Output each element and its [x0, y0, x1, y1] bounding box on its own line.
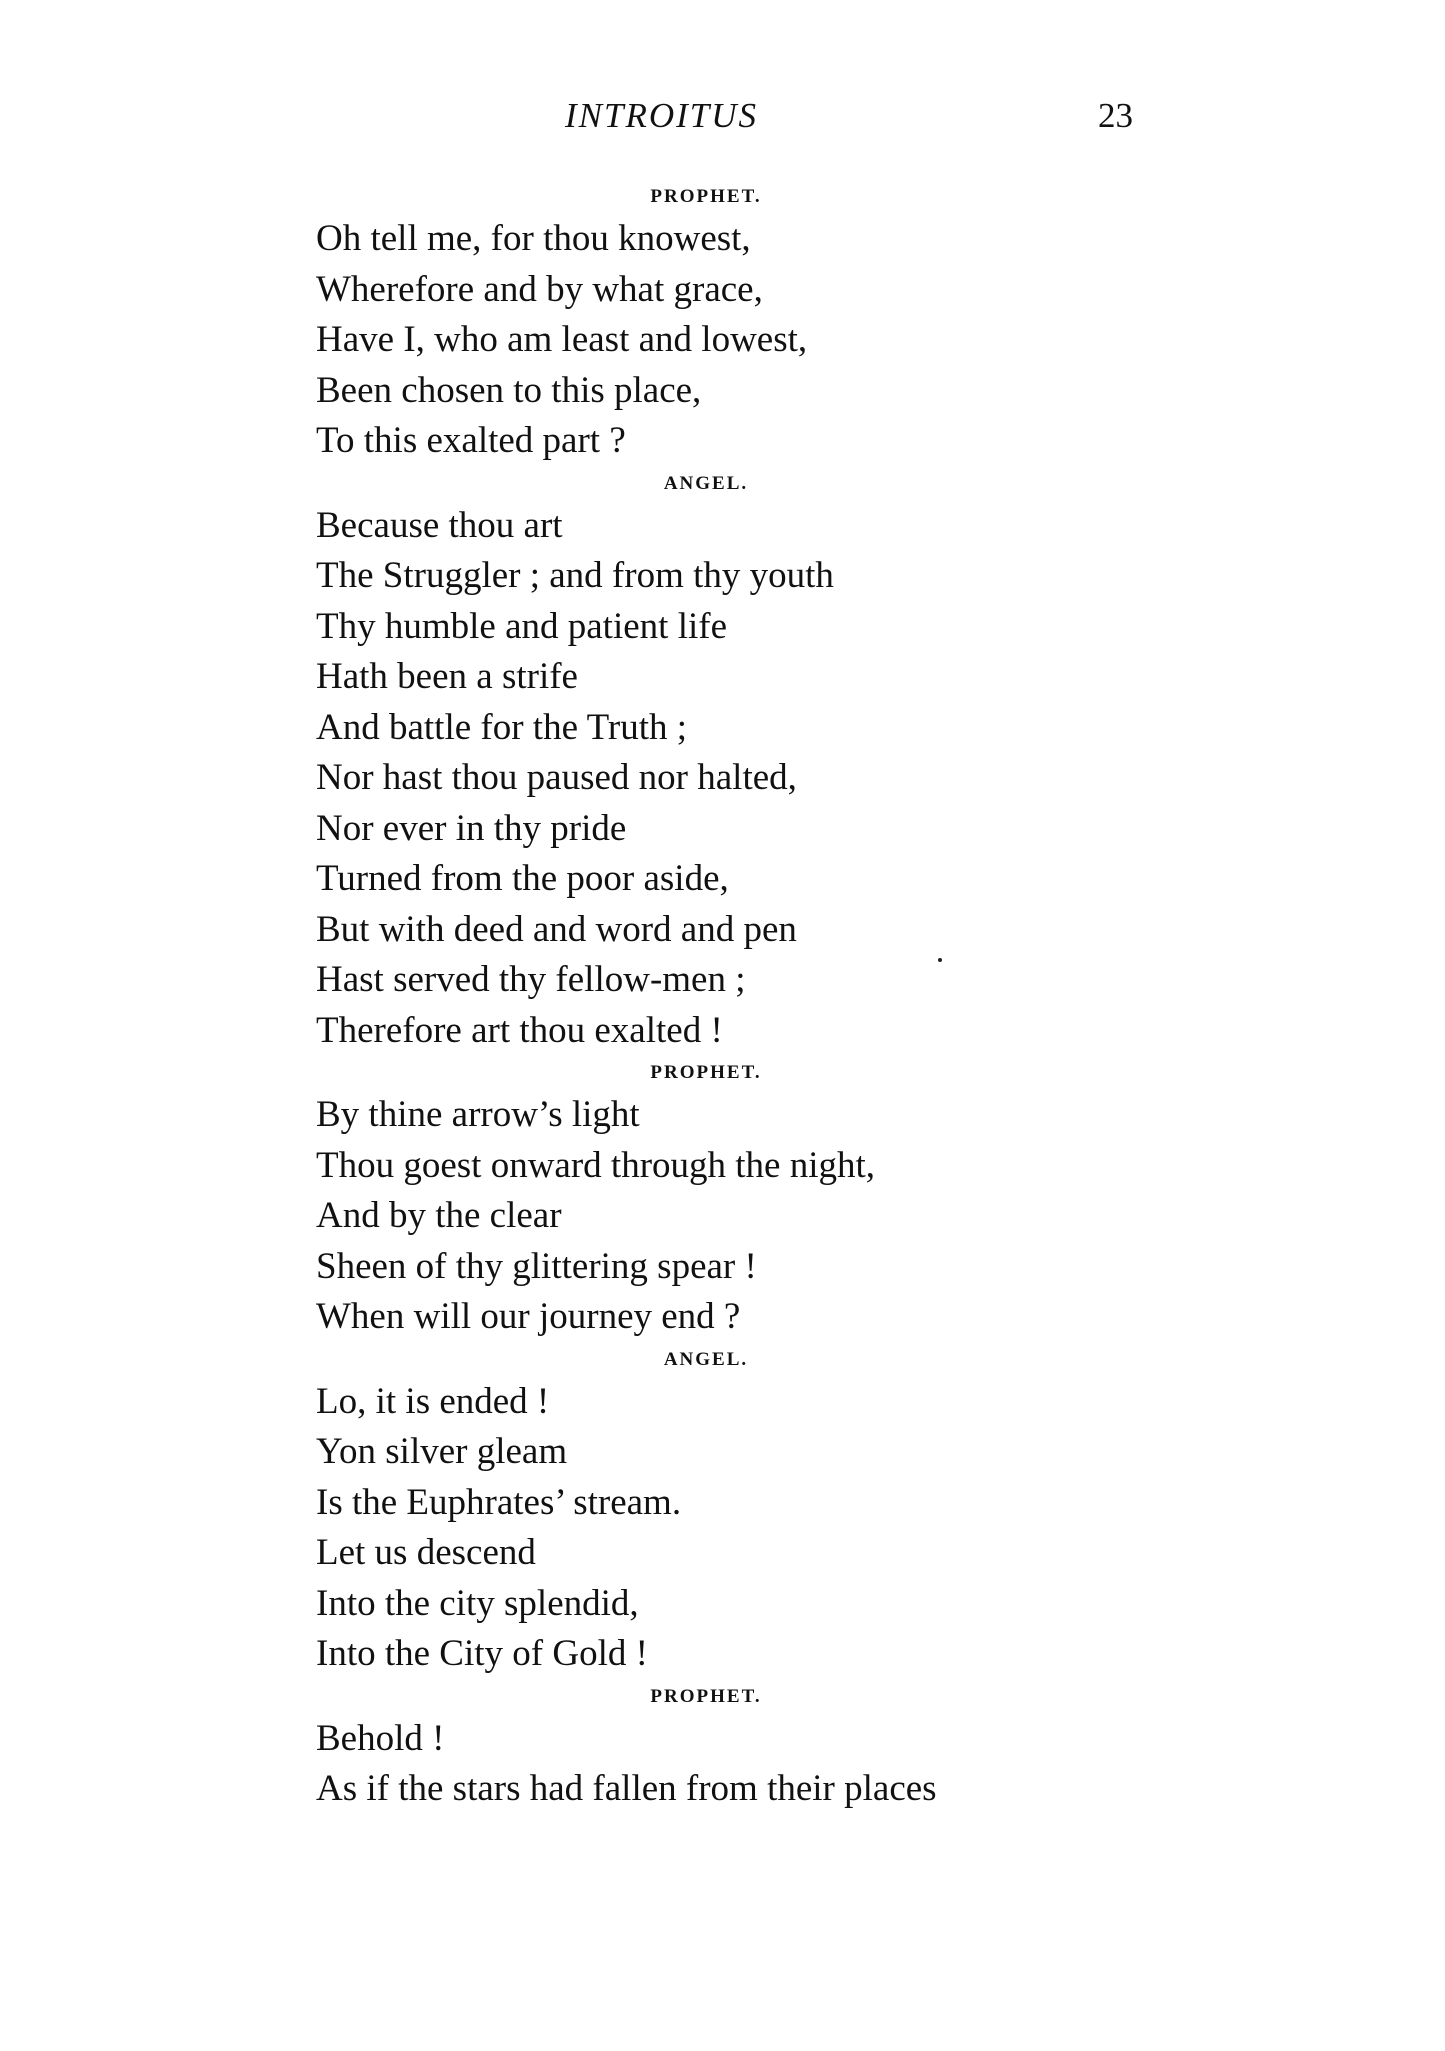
speaker-heading: PROPHET. [650, 186, 762, 207]
verse-line: But with deed and word and pen [316, 908, 797, 950]
verse-line: Therefore art thou exalted ! [316, 1009, 723, 1051]
verse-line: By thine arrow’s light [316, 1094, 640, 1135]
verse-line: Nor hast thou paused nor halted, [316, 757, 797, 798]
verse-line: As if the stars had fallen from their places [316, 1768, 937, 1809]
verse-line: Thy humble and patient life [316, 605, 727, 647]
verse-line: When will our journey end ? [316, 1296, 741, 1337]
verse-line: Been chosen to this place, [316, 369, 702, 411]
ink-speck [938, 958, 942, 962]
running-head [0, 96, 1445, 146]
verse-line: Yon silver gleam [316, 1431, 568, 1472]
verse-line: To this exalted part ? [316, 420, 626, 461]
verse-line: Behold ! [316, 1717, 445, 1759]
running-title: INTROITUS [565, 96, 759, 135]
verse-line: Hast served thy fellow-men ; [316, 959, 746, 1000]
verse-line: Have I, who am least and lowest, [316, 319, 808, 360]
speaker-heading: PROPHET. [650, 1685, 762, 1707]
verse-line: Into the city splendid, [316, 1582, 639, 1624]
verse-line: Let us descend [316, 1532, 536, 1573]
verse-line: Nor ever in thy pride [316, 807, 627, 849]
verse-line: Turned from the poor aside, [316, 858, 729, 899]
speaker-heading: PROPHET. [650, 1062, 762, 1083]
page-number: 23 [1098, 96, 1133, 135]
verse-line: Oh tell me, for thou knowest, [316, 218, 751, 259]
verse-line: Sheen of thy glittering spear ! [316, 1245, 757, 1287]
verse-line: The Struggler ; and from thy youth [316, 555, 834, 596]
verse-line: Lo, it is ended ! [316, 1380, 550, 1422]
verse-line: Is the Euphrates’ stream. [316, 1481, 682, 1523]
verse-line: Because thou art [316, 504, 563, 546]
verse-line: And by the clear [316, 1195, 562, 1236]
verse-line: Thou goest onward through the night, [316, 1144, 876, 1186]
verse-line: And battle for the Truth ; [316, 706, 688, 748]
speaker-heading: ANGEL. [663, 472, 749, 494]
verse-line: Into the City of Gold ! [316, 1633, 648, 1674]
poem-text [316, 180, 1316, 1815]
verse-line: Wherefore and by what grace, [316, 268, 763, 310]
speaker-heading: ANGEL. [663, 1348, 749, 1370]
verse-line: Hath been a strife [316, 656, 578, 697]
